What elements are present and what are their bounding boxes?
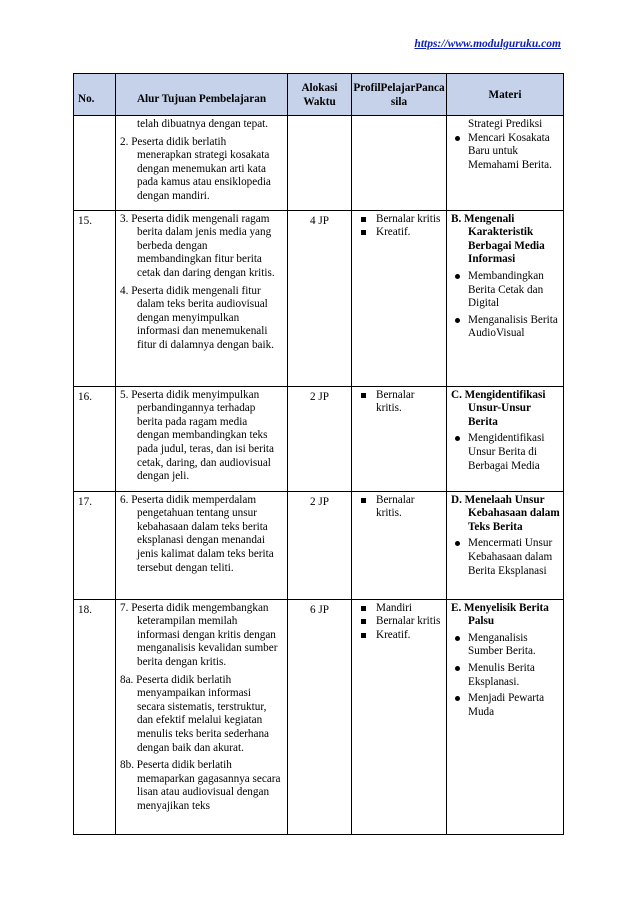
table-row <box>74 491 564 599</box>
profil-list-item: Mandiri <box>358 602 443 616</box>
alur-item: 4. Peserta didik mengenali fitur dalam teks berita audiovisual dengan menyimpulkan informasi dan menemukenali fitur di dalamnya dengan baik. <box>120 284 275 351</box>
header-materi: Materi <box>447 74 564 116</box>
materi-heading: D. Menelaah Unsur Kebahasaan dalam Teks Berita <box>451 493 560 533</box>
materi-list-item: Mencari Kosakata Baru untuk Memahami Berita. <box>451 132 561 173</box>
cell-materi <box>447 116 564 211</box>
table-row <box>74 386 564 491</box>
profil-list <box>358 602 443 643</box>
materi-heading: E. Menyelisik Berita Palsu <box>451 601 549 628</box>
profil-list-item: Bernalar kritis. <box>358 494 443 521</box>
profil-list-item: Bernalar kritis <box>358 615 443 629</box>
materi-list-item: Menganalisis Berita AudioVisual <box>451 314 561 341</box>
header-no: No. <box>74 74 116 116</box>
cell-no: 16. <box>74 386 116 491</box>
materi-tail-text: Strategi Prediksi <box>468 118 543 130</box>
table-header-row <box>74 74 564 116</box>
header-alur-tujuan: Alur Tujuan Pembelajaran <box>116 74 288 116</box>
cell-materi <box>447 386 564 491</box>
cell-alur <box>116 386 288 491</box>
source-url-link[interactable]: https://www.modulguruku.com <box>414 38 561 50</box>
learning-objectives-table <box>73 73 564 835</box>
materi-list <box>451 537 561 578</box>
cell-profil <box>352 491 447 599</box>
cell-waktu: 6 JP <box>288 599 352 834</box>
materi-list-item: Mencermati Unsur Kebahasaan dalam Berita Eksplanasi <box>451 537 561 578</box>
table-row <box>74 210 564 386</box>
alur-tail-text: telah dibuatnya dengan tepat. <box>137 118 269 130</box>
cell-materi <box>447 210 564 386</box>
cell-waktu: 2 JP <box>288 491 352 599</box>
header-profil-pelajar-pancasila: ProfilPelajarPancasila <box>352 74 447 116</box>
profil-list-item: Kreatif. <box>358 629 443 643</box>
alur-item: 8b. Peserta didik berlatih memaparkan gagasannya secara lisan atau audiovisual dengan menyajikan teks <box>120 759 281 812</box>
alur-item: 3. Peserta didik mengenali ragam berita dalam jenis media yang berbeda dengan membandingkan fitur berita cetak dan daring dengan kritis. <box>120 212 275 279</box>
cell-waktu: 4 JP <box>288 210 352 386</box>
cell-no: 18. <box>74 599 116 834</box>
materi-list <box>451 132 561 173</box>
materi-heading: C. Mengidentifikasi Unsur-Unsur Berita <box>451 388 546 428</box>
alur-item: 2. Peserta didik berlatih menerapkan strategi kosakata dengan menemukan arti kata pada kamus atau ensiklopedia dengan mandiri. <box>120 135 271 202</box>
profil-list <box>358 494 443 521</box>
materi-list-item: Menulis Berita Eksplanasi. <box>451 662 561 689</box>
table-row-continuation <box>74 116 564 211</box>
table-row <box>74 599 564 834</box>
materi-list <box>451 270 561 341</box>
profil-list <box>358 389 443 416</box>
cell-materi <box>447 491 564 599</box>
cell-waktu: 2 JP <box>288 386 352 491</box>
profil-list <box>358 213 443 240</box>
alur-item: 7. Peserta didik mengembangkan keterampilan memilah informasi dengan kritis dengan menganalisis kevalidan sumber berita dengan kritis. <box>120 601 278 668</box>
cell-profil <box>352 386 447 491</box>
cell-no: 17. <box>74 491 116 599</box>
cell-no <box>74 116 116 211</box>
materi-list-item: Membandingkan Berita Cetak dan Digital <box>451 270 561 311</box>
materi-list-item: Menjadi Pewarta Muda <box>451 692 561 719</box>
cell-profil <box>352 599 447 834</box>
materi-list <box>451 432 561 473</box>
materi-heading: B. Mengenali Karakteristik Berbagai Media Informasi <box>451 212 545 266</box>
alur-item: 8a. Peserta didik berlatih menyampaikan informasi secara sistematis, terstruktur, dan efektif melalui kegiatan menulis teks berita sederhana dengan baik dan akurat. <box>120 673 270 754</box>
cell-materi <box>447 599 564 834</box>
profil-list-item: Bernalar kritis. <box>358 389 443 416</box>
cell-alur <box>116 491 288 599</box>
cell-profil <box>352 210 447 386</box>
cell-waktu <box>288 116 352 211</box>
materi-list-item: Mengidentifikasi Unsur Berita di Berbagai Media <box>451 432 561 473</box>
alur-item: 5. Peserta didik menyimpulkan perbandingannya terhadap berita pada ragam media dengan membandingkan teks pada judul, teras, dan isi berita cetak, daring, dan audiovisual dengan jeli. <box>120 388 275 483</box>
cell-no: 15. <box>74 210 116 386</box>
cell-alur <box>116 116 288 211</box>
alur-item: 6. Peserta didik memperdalam pengetahuan tentang unsur kebahasaan dalam teks berita eksplanasi dengan menandai jenis kalimat dalam teks berita tersebut dengan teliti. <box>120 493 274 574</box>
materi-list-item: Menganalisis Sumber Berita. <box>451 632 561 659</box>
profil-list-item: Bernalar kritis <box>358 213 443 227</box>
cell-alur <box>116 210 288 386</box>
cell-alur <box>116 599 288 834</box>
materi-list <box>451 632 561 720</box>
profil-list-item: Kreatif. <box>358 226 443 240</box>
header-alokasi-waktu: Alokasi Waktu <box>288 74 352 116</box>
cell-profil <box>352 116 447 211</box>
